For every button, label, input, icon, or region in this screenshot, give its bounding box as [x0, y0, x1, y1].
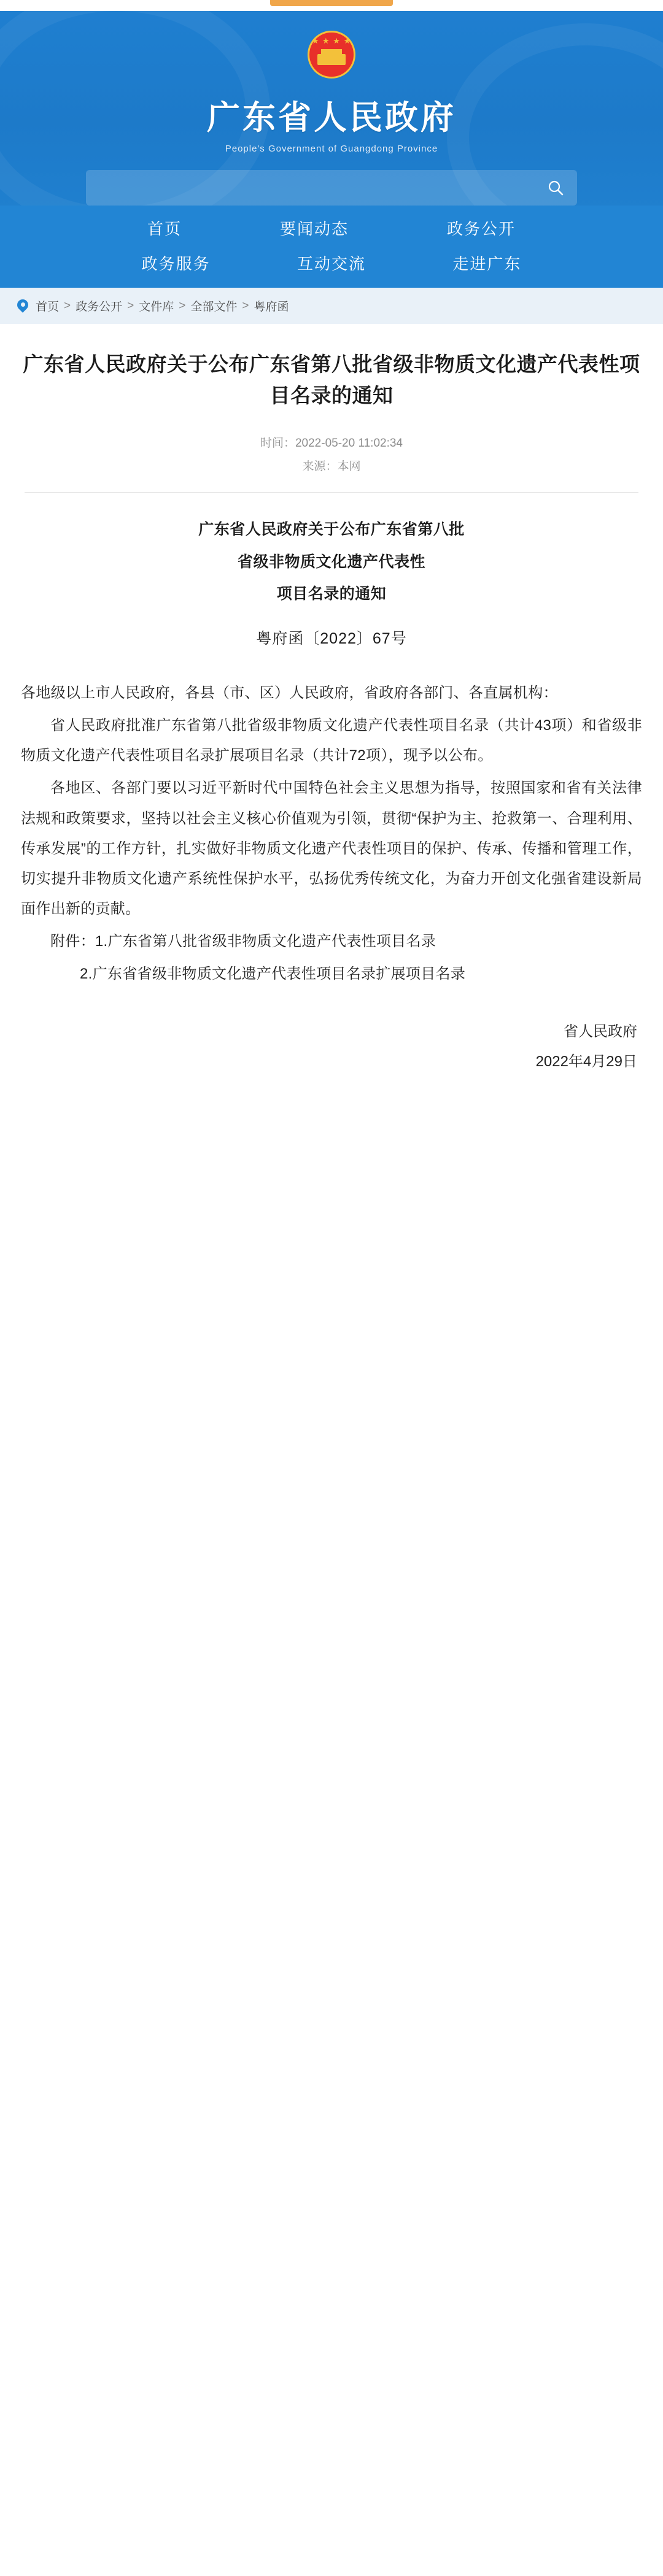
location-pin-icon: [17, 299, 28, 313]
breadcrumb-separator: >: [64, 299, 71, 312]
document-heading-line-2: 省级非物质文化遗产代表性: [237, 553, 425, 571]
national-emblem-icon: [304, 27, 359, 82]
signature-block: [21, 1017, 642, 1077]
site-subtitle: People's Government of Guangdong Province: [225, 144, 438, 154]
document-heading-line-1: 广东省人民政府关于公布广东省第八批: [198, 521, 465, 539]
attachment-item-1: 附件：1.广东省第八批省级非物质文化遗产代表性项目名录: [50, 933, 436, 950]
nav-item-about-guangdong[interactable]: 走进广东: [452, 255, 522, 273]
document-heading-line-3: 项目名录的通知: [276, 585, 387, 603]
publish-time: 时间：2022-05-20 11:02:34: [260, 437, 403, 450]
main-navigation: [0, 206, 663, 288]
nav-item-news[interactable]: 要闻动态: [279, 220, 349, 238]
emblem-stars: ★ ★ ★ ★: [311, 36, 352, 45]
breadcrumb-item-yuefuhan[interactable]: 粤府函: [254, 301, 289, 313]
search-icon[interactable]: [545, 177, 566, 198]
document-number: 粤府函〔2022〕67号: [256, 629, 407, 647]
document-heading: [21, 513, 642, 610]
emblem-container: [0, 27, 663, 85]
breadcrumb: [0, 288, 663, 324]
breadcrumb-separator: >: [179, 299, 186, 312]
signature-date: 2022年4月29日: [535, 1053, 637, 1070]
nav-item-interaction[interactable]: 互动交流: [297, 255, 366, 273]
signature-organization: 省人民政府: [564, 1023, 637, 1040]
site-title: 广东省人民政府: [207, 99, 456, 136]
accent-bar: [270, 0, 393, 6]
nav-item-home[interactable]: 首页: [147, 220, 182, 238]
breadcrumb-item-all-documents[interactable]: 全部文件: [190, 301, 238, 313]
nav-item-services[interactable]: 政务服务: [141, 255, 211, 273]
site-banner: [0, 11, 663, 288]
article-meta: [21, 432, 642, 479]
breadcrumb-item-document-library[interactable]: 文件库: [139, 301, 174, 313]
article-container: [0, 324, 663, 1095]
breadcrumb-item-home[interactable]: 首页: [36, 301, 60, 313]
nav-row-2: [98, 252, 565, 274]
paragraph-approval: 省人民政府批准广东省第八批省级非物质文化遗产代表性项目名录（共计43项）和省级非物质文化遗产代表性项目名录扩展项目名录（共计72项），现予以公布。: [21, 717, 642, 764]
paragraph-requirements: 各地区、各部门要以习近平新时代中国特色社会主义思想为指导，按照国家和省有关法律法规和政策要求，坚持以社会主义核心价值观为引领，贯彻“保护为主、抢救第一、合理利用、传承发展”的工作方针，扎实做好非物质文化遗产代表性项目的保护、传承、传播和管理工作，切实提升非物质文化遗产系统性保护水平，弘扬优秀传统文化，为奋力开创文化强省建设新局面作出新的贡献。: [21, 780, 642, 918]
page-title: 广东省人民政府关于公布广东省第八批省级非物质文化遗产代表性项目名录的通知: [23, 353, 640, 407]
article-source: 来源：本网: [302, 460, 361, 474]
article-body: [21, 678, 642, 990]
breadcrumb-separator: >: [242, 299, 249, 312]
breadcrumb-separator: >: [127, 299, 134, 312]
paragraph-recipients: 各地级以上市人民政府，各县（市、区）人民政府，省政府各部门、各直属机构：: [21, 684, 558, 701]
nav-row-1: [98, 217, 565, 239]
emblem-gate: [317, 54, 346, 65]
meta-divider: [25, 492, 638, 493]
breadcrumb-item-government-affairs[interactable]: 政务公开: [76, 301, 123, 313]
search-input[interactable]: [97, 182, 545, 194]
top-accent-strip: [0, 0, 663, 11]
attachment-item-2: 2.广东省省级非物质文化遗产代表性项目名录扩展项目名录: [80, 966, 466, 983]
search-bar[interactable]: [86, 170, 577, 206]
nav-item-government-affairs[interactable]: 政务公开: [446, 220, 516, 238]
